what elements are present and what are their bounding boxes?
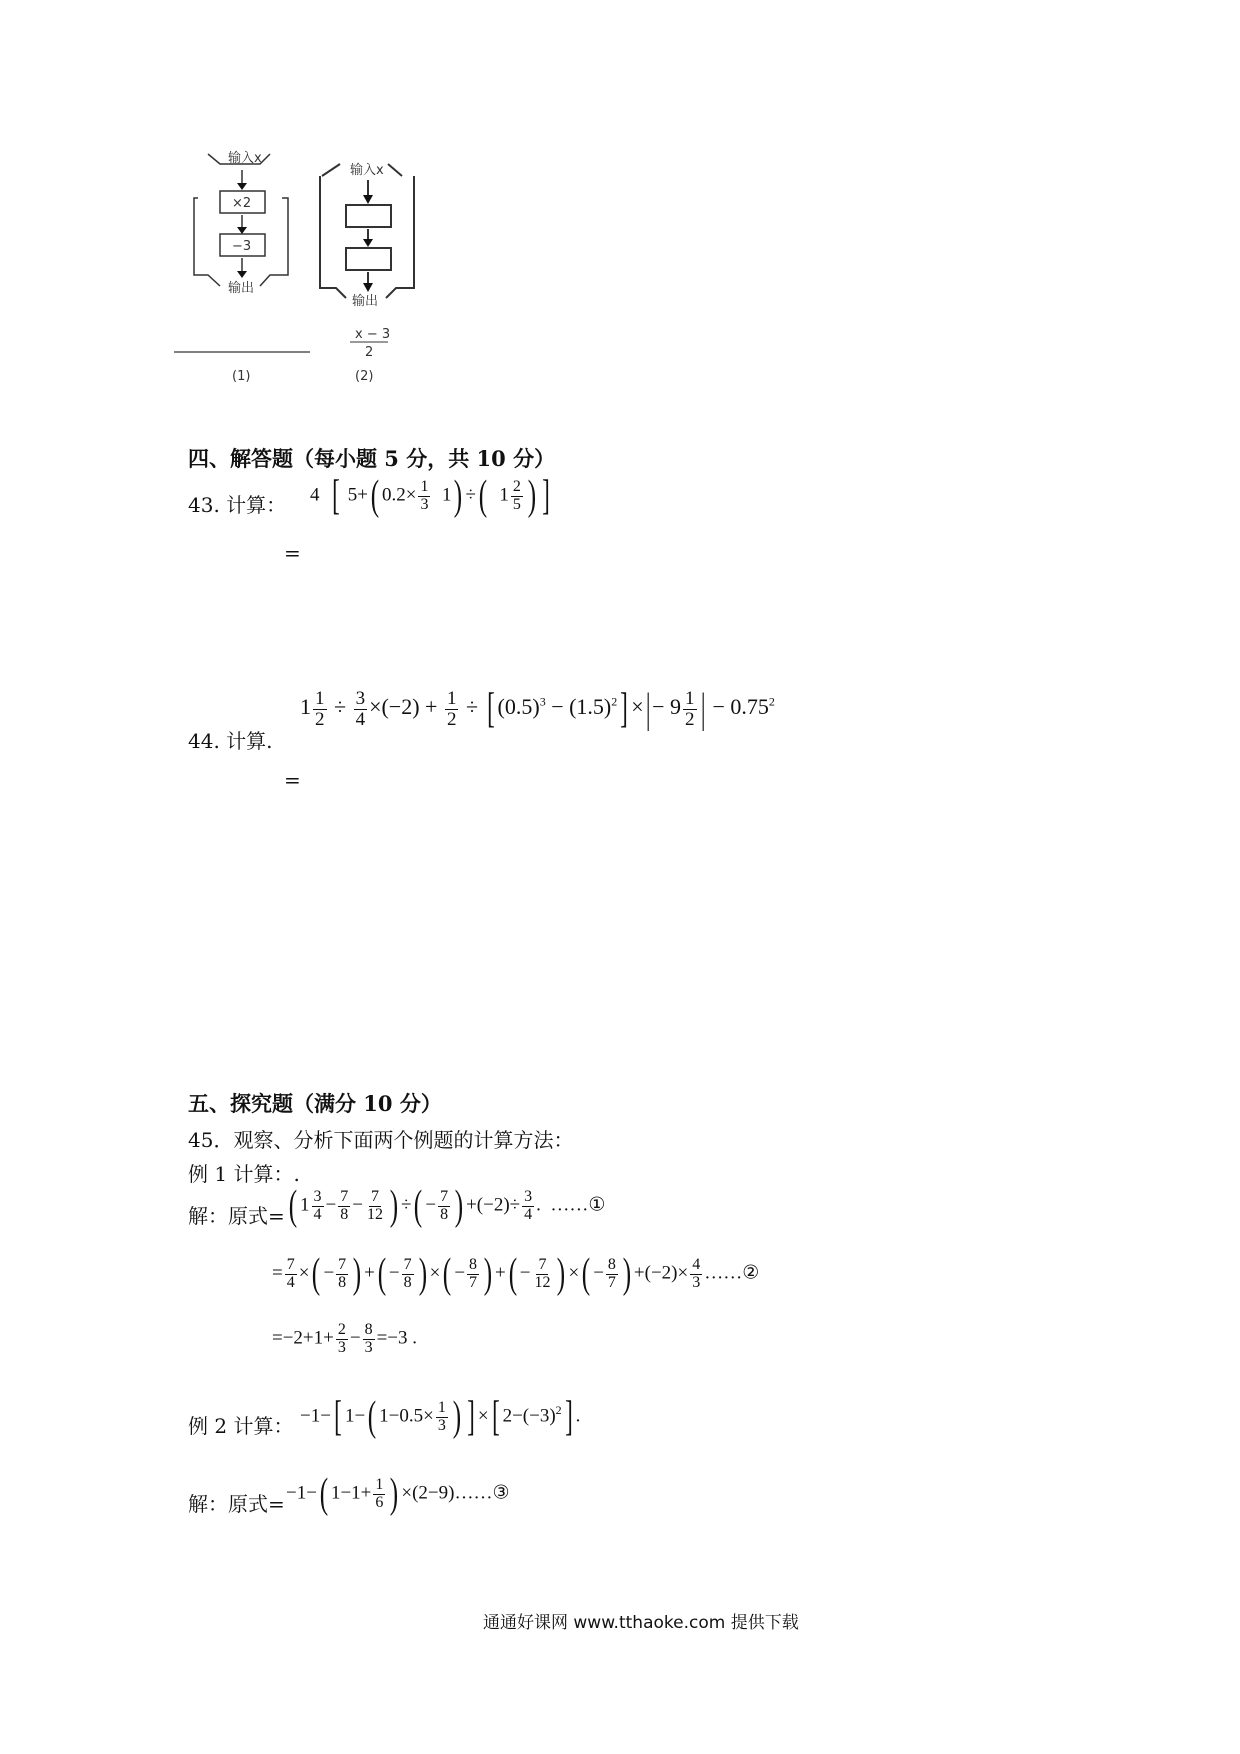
mark-3: ……③ [454, 1482, 510, 1504]
flowchart-right [320, 164, 414, 298]
mark-1: ……① [550, 1194, 606, 1216]
left-box1-label: ×2 [232, 196, 252, 211]
example1-step2: = $\frac{7}{4}$ ×( − $\frac{7}{8}$ ) +( − $\frac{7}{8}$ ) ×( − $\frac{8}{7}$ ) +( − $\frac{7}{12}$ ) ×( − $\frac{8}{7}$ ) +(−2)× $\frac{4}{3}$ ……② [272, 1251, 760, 1297]
mark-2: ……② [704, 1262, 760, 1284]
section4-title: 四、解答题（每小题 5 分，共 10 分） [188, 446, 556, 471]
left-box2-label: −3 [232, 239, 252, 254]
q43-label: 43. 计算： [188, 493, 287, 517]
left-output-label: 输出 [228, 281, 255, 296]
example2-step1: −1−( 1−1+ $\frac{1}{6}$ ) ×(2−9)……③ [286, 1471, 510, 1517]
example1-solution-label: 解：原式= [188, 1204, 285, 1228]
example2-label: 例 2 计算： [188, 1414, 294, 1438]
example2-expression: −1−[ 1−( 1−0.5× $\frac{1}{3}$ ) ] ×[ $2-(-3)^2$] . [300, 1394, 581, 1440]
right-expr-num: x − 3 [355, 327, 391, 342]
q44-equals: = [284, 768, 301, 792]
caption-2: (2) [355, 369, 374, 384]
example1-step1: ( 1 $\frac{3}{4}$ − $\frac{7}{8}$ − $\frac{7}{12}$ ) ÷( − $\frac{7}{8}$ ) +(−2)÷ $\frac{3}{4}$ . ……① [288, 1183, 606, 1229]
right-input-label: 输入x [350, 163, 384, 178]
right-output-label: 输出 [352, 294, 379, 309]
flowchart-figure [170, 150, 470, 430]
q44-expression: 1 $\frac{1}{2}$ ÷ $\frac{3}{4}$ ×(−2) + $\frac{1}{2}$ ÷ [ $(0.5)^3 - (1.5)^2$] ×|− 9 $\frac{1}{2}$ | − $0.75^2$ [300, 686, 775, 732]
q44-label: 44. 计算. [188, 729, 273, 753]
example1-step3: =−2+1+ $\frac{2}{3}$ − $\frac{8}{3}$ =−3 . [272, 1321, 418, 1356]
q43-equals: = [284, 541, 301, 565]
q45-intro: 45．观察、分析下面两个例题的计算方法： [188, 1128, 574, 1152]
flowchart-left [194, 154, 288, 286]
right-expr-den: 2 [365, 345, 374, 360]
caption-1: (1) [232, 369, 251, 384]
section5-title: 五、探究题（满分 10 分） [188, 1091, 442, 1116]
example1-label: 例 1 计算：. [188, 1162, 300, 1186]
left-input-label: 输入x [228, 151, 262, 166]
example2-solution-label: 解：原式= [188, 1492, 285, 1516]
q43-expression: 4 [ 5+( 0.2× $\frac{1}{3}$ 1) ÷( 1 $\frac{2}{5}$ ) ] [310, 473, 550, 519]
footer-text: 通通好课网 www.tthaoke.com 提供下载 [483, 1613, 799, 1633]
